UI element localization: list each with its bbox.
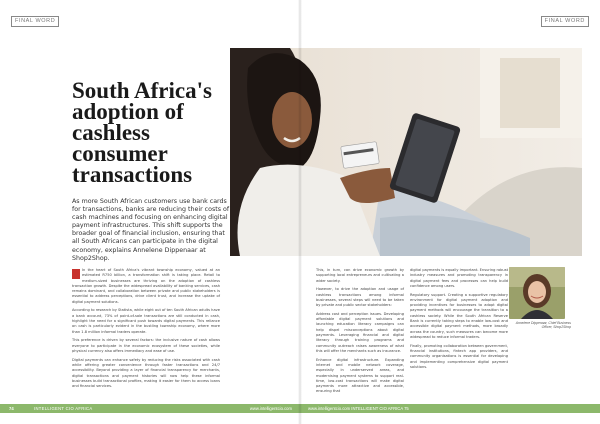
page-gutter (298, 0, 302, 424)
body-column-3 (410, 268, 508, 374)
body-column-2 (316, 268, 404, 398)
footer-right (300, 404, 600, 413)
paragraph: Digital payments can enhance safety by reducing the risks associated with cash while offering greater convenience through faster transactions and 24/7 accessibility. Beyond providing a layer of financial transparency for merchants, digital transactions and payment histories will now help these informal businesses build transactional profiles, making it easier for them to access loans and financial services. (72, 357, 220, 389)
paragraph: This preference is driven by several factors: the inclusive nature of cash allows everyone to participate in the economic ecosystem of these societies, while physical currency also offers immediacy and ease of use. (72, 338, 220, 353)
standfirst: As more South African customers use bank cards for transactions, banks are reducing their costs of cash machines and focusing on enhancing digital payment infrastructures. This shift supports the broader goal of financial inclusion, ensuring that all South Africans can participate in the digital economy, explains Annelene Dippenaar at Shop2Shop. (72, 198, 230, 262)
paragraph: This, in turn, can drive economic growth by supporting local entrepreneurs and cultivating a wider society. (316, 268, 404, 283)
page-number-right: 75 (404, 406, 409, 411)
headline: South Africa's adoption of cashless consumer transactions (72, 78, 212, 187)
paragraph: In the heart of South Africa's vibrant township economy, valued at an estimated R750 billion, a transformation shift is taking place. Retail to medium-sized businesses are thriving on the adoption of cashless transaction growth. Despite the widespread availability of banking services, cash remains dominant, and collaboration between private and public stakeholders is essential to address perceptions, drive client trust, and increase the uptake of digital payment solutions. (72, 268, 220, 304)
paragraph: Enhance digital infrastructure. Expanding internet and mobile network coverage, especially in underserved areas, and modernising payment systems to support real-time, low-cost transactions will make digital payments more attractive and accessible, ensuring that (316, 357, 404, 394)
magazine-name-left: INTELLIGENT CIO AFRICA (34, 406, 93, 411)
section-tag-right: FINAL WORD (541, 16, 589, 27)
footer-left (0, 404, 300, 413)
paragraph: According to research by Statista, while eight out of ten South African adults have a bank account, 73% of point-of-sale transactions are still conducted in cash, highlight the need for a significant push towards digital payments. This reliance on cash is particularly evident in the bustling township economy, where more than 1.8 million informal traders operate. (72, 308, 220, 334)
hero-photo (230, 48, 582, 256)
drop-cap-marker (72, 269, 80, 279)
website-left: www.intelligentcio.com (249, 406, 292, 411)
section-tag-left: FINAL WORD (11, 16, 59, 27)
paragraph: However, to drive the adoption and usage of cashless transactions among informal businesses, several steps will need to be taken by private and public sector stakeholders: (316, 287, 404, 308)
page-number-left: 74 (9, 406, 14, 411)
paragraph: Regulatory support. Creating a supportive regulatory environment for digital payment adoption and providing incentives for businesses to adopt digital payment methods will encourage the transition to a cashless society. While the South African Reserve Bank is currently taking steps to enable low-cost and accessible digital payment methods, more broadly across the country, such measures can become more widespread to reduce informal traders. (410, 292, 508, 339)
body-column-1 (72, 268, 220, 393)
website-right: www.intelligentcio.com (308, 406, 351, 411)
paragraph: digital payments is equally important. Ensuring robust industry measures and promoting transparency in digital payment fees and processes can help build confidence among users. (410, 268, 508, 288)
paragraph: Finally, promoting collaboration between government, financial institutions, fintech app providers, and community organisations is essential for developing and implementing comprehensive digital payment solutions. (410, 343, 508, 369)
portrait-caption: Annelene Dippenaar, Chief Business Officer, Shop2Shop (515, 321, 571, 330)
author-portrait (509, 267, 565, 319)
magazine-name-right: INTELLIGENT CIO AFRICA (351, 406, 403, 411)
paragraph: Address cost and perception issues. Developing affordable digital payment solutions and launching education literacy campaigns can help dispel misconceptions about digital payments. Leveraging financial and digital literacy through training programs and community outreach raises awareness of what this will offer the merchants such as insurance. (316, 311, 404, 353)
